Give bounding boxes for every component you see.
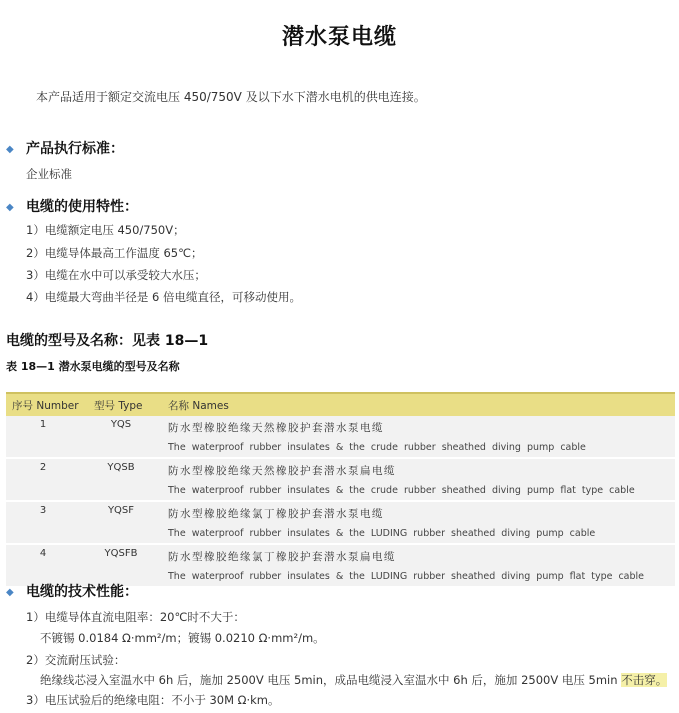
column-header-type: 型号 Type <box>80 393 162 416</box>
highlighted-text: 不击穿。 <box>621 673 668 687</box>
row-name-en: The waterproof rubber insulates & the LUDING rubber sheathed diving pump flat type cable <box>168 571 645 582</box>
technical-item-3: 3）电压试验后的绝缘电阻：不小于 30M Ω·km。 <box>26 693 280 707</box>
table-row <box>6 458 675 501</box>
usage-item-3: 3）电缆在水中可以承受较大水压； <box>26 268 206 282</box>
row-type: YQSFB <box>80 544 162 587</box>
row-number: 4 <box>6 544 80 587</box>
section-heading-text: 电缆的技术性能： <box>26 584 138 600</box>
models-heading: 电缆的型号及名称：见表 18—1 <box>6 333 209 349</box>
row-type: YQSF <box>80 501 162 544</box>
table-row <box>6 501 675 544</box>
row-name-cn: 防水型橡胶绝缘氯丁橡胶护套潜水泵扁电缆 <box>168 551 396 563</box>
technical-item-2: 2）交流耐压试验： <box>26 653 126 667</box>
usage-item-1: 1）电缆额定电压 450/750V； <box>26 223 185 237</box>
row-name-en: The waterproof rubber insulates & the LUDING rubber sheathed diving pump cable <box>168 528 596 539</box>
cable-model-table <box>6 392 675 588</box>
technical-item-1: 1）电缆导体直流电阻率：20℃时不大于： <box>26 610 245 624</box>
row-number: 3 <box>6 501 80 544</box>
row-name-cn: 防水型橡胶绝缘天然橡胶护套潜水泵电缆 <box>168 422 384 434</box>
row-names <box>162 458 675 501</box>
row-type: YQSB <box>80 458 162 501</box>
technical-item-1-detail: 不镀锡 0.0184 Ω·mm²/m；镀锡 0.0210 Ω·mm²/m。 <box>40 631 325 645</box>
usage-item-2: 2）电缆导体最高工作温度 65℃； <box>26 246 203 260</box>
column-header-number: 序号 Number <box>6 393 80 416</box>
usage-item-4: 4）电缆最大弯曲半径是 6 倍电缆直径，可移动使用。 <box>26 290 301 304</box>
row-names <box>162 544 675 587</box>
row-names <box>162 501 675 544</box>
row-name-en: The waterproof rubber insulates & the crude rubber sheathed diving pump flat type cable <box>168 485 635 496</box>
row-number: 2 <box>6 458 80 501</box>
row-type: YQS <box>80 416 162 458</box>
diamond-bullet-icon: ◆ <box>6 586 14 598</box>
standard-text: 企业标准 <box>26 167 72 181</box>
row-name-cn: 防水型橡胶绝缘氯丁橡胶护套潜水泵电缆 <box>168 508 384 520</box>
row-names <box>162 416 675 458</box>
technical-item-2-text: 绝缘线芯浸入室温水中 6h 后，施加 2500V 电压 5min，成品电缆浸入室温水中 6h 后，施加 2500V 电压 5min <box>40 673 622 687</box>
diamond-bullet-icon: ◆ <box>6 143 14 155</box>
section-heading-text: 电缆的使用特性： <box>26 199 138 215</box>
diamond-bullet-icon: ◆ <box>6 201 14 213</box>
page-title: 潜水泵电缆 <box>281 25 397 50</box>
technical-item-2-detail <box>40 672 667 688</box>
column-header-names: 名称 Names <box>162 393 675 416</box>
row-name-cn: 防水型橡胶绝缘天然橡胶护套潜水泵扁电缆 <box>168 465 396 477</box>
table-header-row <box>6 393 675 416</box>
table-caption: 表 18—1 潜水泵电缆的型号及名称 <box>6 360 180 373</box>
section-heading-text: 产品执行标准： <box>26 141 124 157</box>
table-row <box>6 416 675 458</box>
row-name-en: The waterproof rubber insulates & the crude rubber sheathed diving pump cable <box>168 442 586 453</box>
section-standard-heading <box>6 138 124 158</box>
row-number: 1 <box>6 416 80 458</box>
intro-paragraph: 本产品适用于额定交流电压 450/750V 及以下水下潜水电机的供电连接。 <box>36 90 426 104</box>
section-technical-heading <box>6 581 138 601</box>
section-usage-heading <box>6 196 138 216</box>
